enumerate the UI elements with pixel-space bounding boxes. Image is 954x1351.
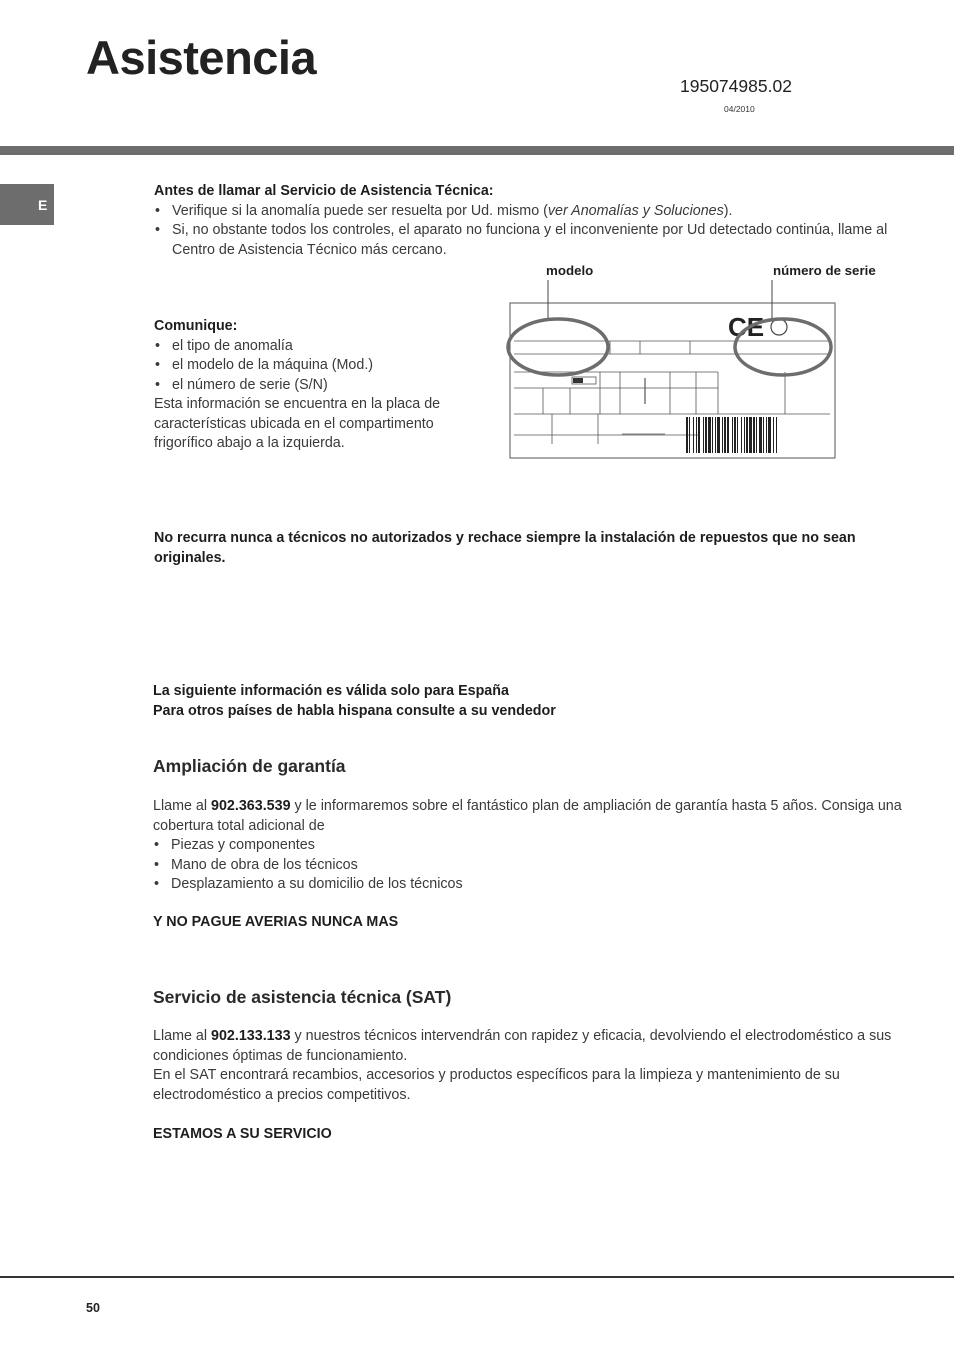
barcode-bar	[724, 417, 726, 453]
sat-paragraph-1: Llame al 902.133.133 y nuestros técnicos intervendrán con rapidez y eficacia, devolviendo el electrodoméstico a sus condiciones óptimas de funcionamiento.	[153, 1028, 892, 1064]
warranty-slogan: Y NO PAGUE AVERIAS NUNCA MAS	[153, 914, 399, 930]
plate-symbol-mark	[573, 378, 583, 383]
footer-rule	[0, 1276, 954, 1278]
list-item: • Mano de obra de los técnicos	[153, 856, 913, 876]
warranty-title: Ampliación de garantía	[153, 756, 346, 776]
language-tab-label: E	[38, 197, 48, 213]
before-call-heading: Antes de llamar al Servicio de Asistencia Técnica:	[154, 183, 494, 199]
barcode-bar	[766, 417, 767, 453]
comunique-section	[154, 317, 484, 454]
barcode-bar	[689, 417, 690, 453]
barcode-bar	[734, 417, 736, 453]
barcode-bar	[708, 417, 711, 453]
list-item: • Piezas y componentes	[153, 836, 913, 856]
sat-slogan: ESTAMOS A SU SERVICIO	[153, 1126, 332, 1142]
warning-note: No recurra nunca a técnicos no autorizados y rechace siempre la instalación de repuestos que no sean originales.	[154, 530, 856, 566]
barcode-bar	[759, 417, 762, 453]
document-date: 04/2010	[724, 104, 755, 114]
barcode-bar	[773, 417, 774, 453]
barcode-bar	[696, 417, 697, 453]
warranty-list	[153, 836, 913, 895]
serial-label: número de serie	[773, 263, 876, 278]
spain-note-line2: Para otros países de habla hispana consulte a su vendedor	[153, 702, 556, 719]
language-tab	[0, 184, 54, 225]
list-item: • Verifique si la anomalía puede ser resuelta por Ud. mismo (ver Anomalías y Soluciones).	[154, 202, 904, 222]
comunique-heading: Comunique:	[154, 318, 238, 334]
barcode-bar	[753, 417, 755, 453]
sat-title: Servicio de asistencia técnica (SAT)	[153, 987, 452, 1007]
before-call-section	[154, 182, 904, 260]
warranty-phone: 902.363.539	[211, 798, 291, 814]
barcode-bar	[703, 417, 704, 453]
comunique-note: Esta información se encuentra en la placa de características ubicada en el compartimento frigorífico abajo a la izquierda.	[154, 396, 441, 451]
model-label: modelo	[546, 263, 594, 278]
barcode-bar	[717, 417, 720, 453]
spain-note	[153, 682, 853, 721]
barcode-bar	[746, 417, 748, 453]
barcode-bar	[749, 417, 752, 453]
page-number: 50	[86, 1301, 100, 1315]
sat-body	[153, 1027, 903, 1105]
sat-paragraph-2: En el SAT encontrará recambios, accesorios y productos específicos para la limpieza y mantenimiento de su electrodoméstico a precios competitivos.	[153, 1067, 840, 1103]
barcode-bar	[693, 417, 694, 453]
barcode-bar	[741, 417, 742, 453]
header-rule	[0, 146, 954, 155]
barcode-bar	[712, 417, 713, 453]
list-item: • el tipo de anomalía	[154, 337, 484, 357]
spain-note-line1: La siguiente información es válida solo para España	[153, 683, 509, 699]
list-item: • Si, no obstante todos los controles, el aparato no funciona y el inconveniente por Ud detectado continúa, llame al Centro de Asistencia Técnico más cercano.	[154, 221, 904, 260]
barcode-bar	[686, 417, 688, 453]
barcode-bar	[768, 417, 771, 453]
barcode-bar	[722, 417, 723, 453]
barcode-bar	[715, 417, 716, 453]
barcode-bar	[756, 417, 757, 453]
before-call-list	[154, 202, 904, 261]
barcode-bar	[727, 417, 729, 453]
page-title: Asistencia	[86, 31, 317, 84]
rating-plate-diagram	[500, 263, 900, 464]
comunique-list	[154, 337, 484, 396]
barcode-bar	[737, 417, 738, 453]
barcode-bar	[705, 417, 707, 453]
barcode-bar	[744, 417, 745, 453]
ce-mark-icon: CE	[728, 312, 765, 342]
document-code: 195074985.02	[680, 76, 792, 96]
barcode-bar	[732, 417, 733, 453]
list-item: • el modelo de la máquina (Mod.)	[154, 356, 484, 376]
barcode-bar	[776, 417, 777, 453]
warranty-paragraph: Llame al 902.363.539 y le informaremos sobre el fantástico plan de ampliación de garantía hasta 5 años. Consiga una cobertura total adicional de	[153, 798, 902, 834]
barcode-bar	[698, 417, 700, 453]
sat-phone: 902.133.133	[211, 1028, 291, 1044]
barcode-bar	[763, 417, 764, 453]
warranty-body	[153, 797, 913, 895]
list-item: • Desplazamiento a su domicilio de los técnicos	[153, 875, 913, 895]
list-item: • el número de serie (S/N)	[154, 376, 484, 396]
